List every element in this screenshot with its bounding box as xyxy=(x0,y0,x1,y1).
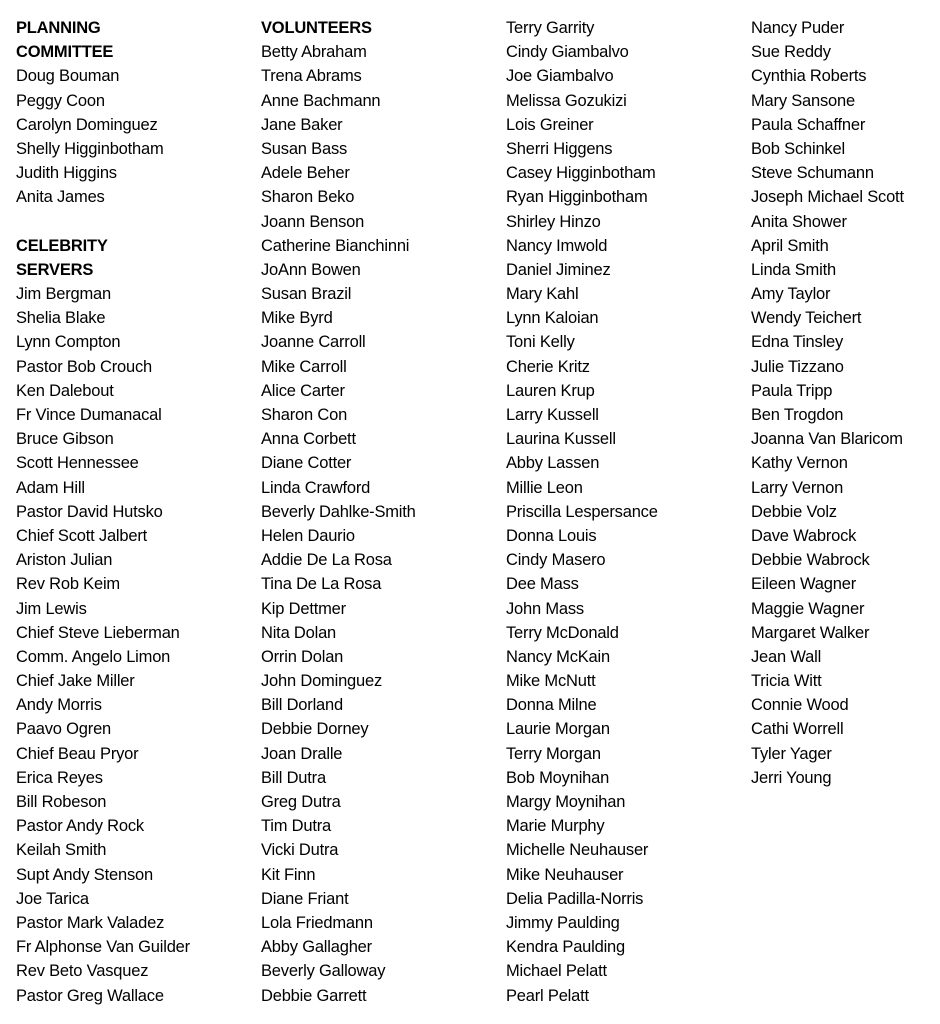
name-list-item: Jim Lewis xyxy=(16,599,87,618)
name-list-item: Wendy Teichert xyxy=(751,309,862,328)
name-list-item: Marie Murphy xyxy=(506,817,605,836)
name-list-item: Catherine Bianchinni xyxy=(261,236,410,255)
name-list-item: Kip Dettmer xyxy=(261,599,346,618)
name-list-item: Eileen Wagner xyxy=(751,575,857,594)
name-list-item: Joe Giambalvo xyxy=(506,67,614,86)
name-list-item: April Smith xyxy=(751,236,829,255)
name-list-item: Adele Beher xyxy=(261,164,350,183)
name-list-item: Donna Milne xyxy=(506,696,597,715)
name-list-item: John Dominguez xyxy=(261,672,383,691)
name-list-item: Debbie Volz xyxy=(751,502,837,521)
name-list-item: Bill Robeson xyxy=(16,793,107,811)
name-list-item: Cindy Masero xyxy=(506,551,606,570)
name-list-item: Joann Benson xyxy=(261,212,365,231)
name-list-item: Pastor David Hutsko xyxy=(16,502,163,521)
name-list-item: Michelle Neuhauser xyxy=(506,841,649,860)
volunteer-list-page xyxy=(0,16,940,1016)
name-list-item: Nancy Puder xyxy=(751,19,845,37)
name-list-item: Fr Alphonse Van Guilder xyxy=(16,938,190,957)
name-list-item: Susan Bass xyxy=(261,139,348,158)
name-list-item: Dee Mass xyxy=(506,575,579,594)
name-list-item: Melissa Gozukizi xyxy=(506,91,627,110)
name-list-item: Paavo Ogren xyxy=(16,720,112,739)
name-list-item: Sue Reddy xyxy=(751,43,831,62)
name-list-item: Ariston Julian xyxy=(16,551,113,570)
name-list-item: Bruce Gibson xyxy=(16,430,114,449)
name-list-item: Alice Carter xyxy=(261,381,345,400)
name-list-item: Anna Corbett xyxy=(261,430,356,449)
name-list-item: Tina De La Rosa xyxy=(261,575,382,594)
name-list-item: Erica Reyes xyxy=(16,768,103,787)
name-list-item: Beverly Galloway xyxy=(261,962,386,981)
name-list-item: Carolyn Dominguez xyxy=(16,115,158,134)
name-list-item: Bob Schinkel xyxy=(751,139,845,158)
name-list-item: Anita Shower xyxy=(751,212,847,231)
name-list-item: Ryan Higginbotham xyxy=(506,188,648,207)
name-list-item: Nita Dolan xyxy=(261,623,337,642)
name-list-item: Nancy McKain xyxy=(506,647,610,666)
name-list-item: Pastor Bob Crouch xyxy=(16,357,153,376)
name-list-item: Jerri Young xyxy=(751,768,832,787)
name-list-item: Chief Steve Lieberman xyxy=(16,623,180,642)
name-list-item: Jean Wall xyxy=(751,647,822,666)
name-list-item: Tim Dutra xyxy=(261,817,332,836)
section-heading: SERVERS xyxy=(16,260,94,279)
name-list-item: Mary Sansone xyxy=(751,91,855,110)
name-list-item: Sharon Beko xyxy=(261,188,355,207)
name-list-item: Casey Higginbotham xyxy=(506,164,656,183)
name-list-item: Debbie Dorney xyxy=(261,720,369,739)
name-list-item: Ben Trogdon xyxy=(751,406,844,424)
name-list-item: Chief Beau Pryor xyxy=(16,744,139,763)
name-list-item: Judith Higgins xyxy=(16,164,117,183)
name-list-item: Margy Moynihan xyxy=(506,793,626,811)
name-list-item: Sherri Higgens xyxy=(506,139,613,158)
name-list-item: Keilah Smith xyxy=(16,841,107,860)
name-list-item: Bill Dorland xyxy=(261,696,343,715)
name-list-item: Pastor Greg Wallace xyxy=(16,986,164,1005)
name-list-item: Orrin Dolan xyxy=(261,647,344,666)
name-list-item: Shelia Blake xyxy=(16,309,106,328)
name-list-item: Andy Morris xyxy=(16,696,102,715)
name-list-item: Joanne Carroll xyxy=(261,333,366,352)
name-list-item: Kit Finn xyxy=(261,865,316,884)
name-list-item: Susan Brazil xyxy=(261,285,352,304)
name-list-item: Adam Hill xyxy=(16,478,85,497)
name-list-item: Chief Scott Jalbert xyxy=(16,526,148,545)
name-list-item: Addie De La Rosa xyxy=(261,551,392,570)
name-list-item: Priscilla Lespersance xyxy=(506,502,658,521)
name-list-item: Kendra Paulding xyxy=(506,938,626,957)
column-1 xyxy=(16,16,252,1008)
section-heading: PLANNING xyxy=(16,19,101,37)
name-list-item: Paula Schaffner xyxy=(751,115,866,134)
name-list-item: Joseph Michael Scott xyxy=(751,188,904,207)
name-list-item: Cathi Worrell xyxy=(751,720,844,739)
name-list-item: Steve Schumann xyxy=(751,164,874,183)
name-list-item: JoAnn Bowen xyxy=(261,260,361,279)
name-list-item: Dave Wabrock xyxy=(751,526,857,545)
name-list-item: Michael Pelatt xyxy=(506,962,607,981)
name-list-item: Terry McDonald xyxy=(506,623,619,642)
name-list-item: Shelly Higginbotham xyxy=(16,139,164,158)
name-list-item: Tyler Yager xyxy=(751,744,832,763)
group-spacer xyxy=(16,210,252,234)
name-list-item: Linda Crawford xyxy=(261,478,371,497)
column-4 xyxy=(751,16,940,790)
name-list-item: Bill Dutra xyxy=(261,768,326,787)
name-list-item: Terry Morgan xyxy=(506,744,601,763)
name-list-item: Terry Garrity xyxy=(506,19,595,37)
name-list-item: Jimmy Paulding xyxy=(506,913,620,932)
name-list-item: Lauren Krup xyxy=(506,381,595,400)
name-list-item: Chief Jake Miller xyxy=(16,672,135,691)
name-list-item: Rev Beto Vasquez xyxy=(16,962,149,981)
name-list-item: Joan Dralle xyxy=(261,744,343,763)
name-list-item: Cherie Kritz xyxy=(506,357,590,376)
name-list-item: Nancy Imwold xyxy=(506,236,608,255)
name-list-item: Trena Abrams xyxy=(261,67,362,86)
name-list-item: Connie Wood xyxy=(751,696,849,715)
name-list-item: Bob Moynihan xyxy=(506,768,610,787)
section-heading: CELEBRITY xyxy=(16,236,108,255)
name-list-item: Joe Tarica xyxy=(16,889,89,908)
name-list-item: Delia Padilla-Norris xyxy=(506,889,644,908)
name-list-item: Joanna Van Blaricom xyxy=(751,430,903,449)
name-list-item: Rev Rob Keim xyxy=(16,575,120,594)
name-list-item: Pastor Mark Valadez xyxy=(16,913,165,932)
name-list-item: Mike McNutt xyxy=(506,672,596,691)
name-list-item: Julie Tizzano xyxy=(751,357,844,376)
name-list-item: Mary Kahl xyxy=(506,285,579,304)
name-list-item: Ken Dalebout xyxy=(16,381,114,400)
name-list-item: Anne Bachmann xyxy=(261,91,381,110)
name-list-item: Vicki Dutra xyxy=(261,841,339,860)
name-list-item: Cynthia Roberts xyxy=(751,67,867,86)
name-list-item: Tricia Witt xyxy=(751,672,822,691)
name-list-item: Donna Louis xyxy=(506,526,597,545)
name-list-item: Cindy Giambalvo xyxy=(506,43,629,62)
name-list-item: Debbie Wabrock xyxy=(751,551,870,570)
name-list-item: Fr Vince Dumanacal xyxy=(16,406,162,424)
column-2 xyxy=(261,16,497,1008)
name-list-item: Millie Leon xyxy=(506,478,583,497)
name-list-item: Laurina Kussell xyxy=(506,430,616,449)
name-list-item: Jim Bergman xyxy=(16,285,111,304)
name-list-item: Mike Byrd xyxy=(261,309,333,328)
name-list-item: Toni Kelly xyxy=(506,333,575,352)
name-list-item: Doug Bouman xyxy=(16,67,120,86)
name-list-item: Helen Daurio xyxy=(261,526,355,545)
section-heading: VOLUNTEERS xyxy=(261,19,372,37)
name-list-item: Linda Smith xyxy=(751,260,836,279)
name-list-item: Amy Taylor xyxy=(751,285,831,304)
name-list-item: Lynn Compton xyxy=(16,333,121,352)
name-list-item: Larry Vernon xyxy=(751,478,844,497)
name-list-item: Lynn Kaloian xyxy=(506,309,599,328)
name-list-item: Mike Carroll xyxy=(261,357,347,376)
name-list-item: Shirley Hinzo xyxy=(506,212,601,231)
name-list-item: John Mass xyxy=(506,599,584,618)
name-list-item: Supt Andy Stenson xyxy=(16,865,153,884)
name-list-item: Maggie Wagner xyxy=(751,599,865,618)
name-list-item: Larry Kussell xyxy=(506,406,599,424)
name-list-item: Abby Lassen xyxy=(506,454,600,473)
name-list-item: Comm. Angelo Limon xyxy=(16,647,171,666)
name-list-item: Peggy Coon xyxy=(16,91,105,110)
name-list-item: Laurie Morgan xyxy=(506,720,610,739)
name-list-item: Diane Cotter xyxy=(261,454,352,473)
name-list-item: Mike Neuhauser xyxy=(506,865,624,884)
name-list-item: Edna Tinsley xyxy=(751,333,844,352)
name-list-item: Greg Dutra xyxy=(261,793,341,811)
name-list-item: Pastor Andy Rock xyxy=(16,817,144,836)
name-list-item: Scott Hennessee xyxy=(16,454,139,473)
name-list-item: Betty Abraham xyxy=(261,43,367,62)
name-list-item: Lois Greiner xyxy=(506,115,594,134)
name-list-item: Sharon Con xyxy=(261,406,348,424)
name-list-item: Lola Friedmann xyxy=(261,913,373,932)
name-list-item: Pearl Pelatt xyxy=(506,986,589,1005)
section-heading: COMMITTEE xyxy=(16,43,114,62)
name-list-item: Beverly Dahlke-Smith xyxy=(261,502,416,521)
column-3 xyxy=(506,16,742,1008)
name-list-item: Debbie Garrett xyxy=(261,986,367,1005)
name-list-item: Diane Friant xyxy=(261,889,349,908)
name-list-item: Anita James xyxy=(16,188,105,207)
name-list-item: Abby Gallagher xyxy=(261,938,372,957)
name-list-item: Kathy Vernon xyxy=(751,454,848,473)
name-list-item: Paula Tripp xyxy=(751,381,833,400)
name-list-item: Margaret Walker xyxy=(751,623,870,642)
name-list-item: Jane Baker xyxy=(261,115,343,134)
name-list-item: Daniel Jiminez xyxy=(506,260,611,279)
